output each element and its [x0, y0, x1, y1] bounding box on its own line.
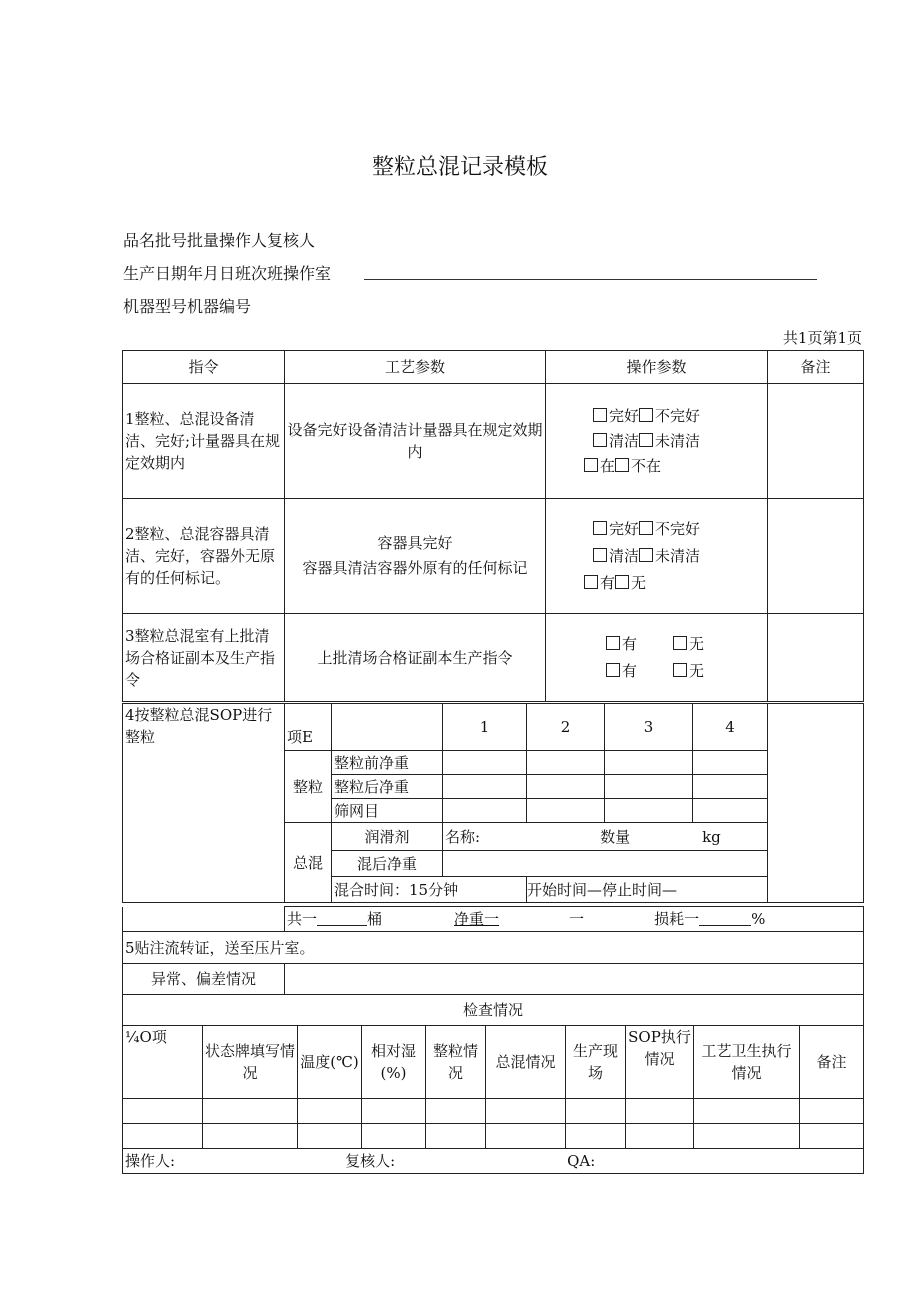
cell[interactable]	[605, 751, 693, 775]
abnormal-label: 异常、偏差情况	[123, 964, 285, 995]
check-title: 检查情况	[123, 995, 864, 1026]
option-label: 不完好	[655, 519, 701, 538]
row1-remark[interactable]	[768, 384, 864, 499]
check-cell[interactable]	[203, 1099, 298, 1124]
qa-label: QA:	[567, 1152, 596, 1170]
lubricant-info	[443, 823, 768, 851]
item-label: 项E	[285, 704, 332, 751]
cell[interactable]	[527, 799, 605, 823]
post-net-weight: 整粒后净重	[332, 775, 443, 799]
header-line-machine: 机器型号机器编号	[123, 297, 252, 316]
checkbox[interactable]	[593, 433, 607, 447]
checkbox[interactable]	[606, 636, 620, 650]
col-4: 4	[693, 704, 768, 751]
net-weight-label: 净重一	[454, 910, 500, 928]
checkbox[interactable]	[584, 458, 598, 472]
signature-row	[123, 1149, 864, 1174]
row4-instruction: 4按整粒总混SOP进行整粒	[123, 704, 285, 903]
reviewer-label: 复核人:	[345, 1152, 396, 1170]
cell[interactable]	[605, 799, 693, 823]
check-col-remark: 备注	[800, 1026, 864, 1099]
check-cell[interactable]	[426, 1124, 486, 1149]
check-cell[interactable]	[123, 1124, 203, 1149]
checkbox[interactable]	[673, 663, 687, 677]
check-cell[interactable]	[362, 1099, 426, 1124]
total-count: 共一	[287, 910, 318, 928]
after-mix-net-label: 混后净重	[332, 851, 443, 877]
loss-blank	[699, 925, 751, 926]
cell[interactable]	[527, 775, 605, 799]
cell[interactable]	[693, 751, 768, 775]
cell[interactable]	[527, 751, 605, 775]
option-label: 完好	[609, 519, 640, 538]
col-1: 1	[443, 704, 527, 751]
unit-label: kg	[702, 827, 721, 846]
row4-remark[interactable]	[768, 704, 864, 903]
check-cell[interactable]	[694, 1099, 800, 1124]
totals-line	[285, 907, 864, 932]
granulation-table	[122, 703, 864, 903]
checkbox[interactable]	[615, 575, 629, 589]
row1-options	[546, 384, 768, 499]
checkbox[interactable]	[639, 408, 653, 422]
checkbox[interactable]	[606, 663, 620, 677]
net-weight-dash: 一	[569, 910, 585, 928]
check-cell[interactable]	[486, 1124, 566, 1149]
row1-param: 设备完好设备清洁计量器具在规定效期内	[285, 384, 546, 499]
checkbox[interactable]	[615, 458, 629, 472]
check-cell[interactable]	[298, 1124, 362, 1149]
check-col-hygiene: 工艺卫生执行情况	[694, 1026, 800, 1099]
option-label: 清洁	[609, 431, 640, 450]
operation-room-underline	[364, 279, 817, 280]
col-2: 2	[527, 704, 605, 751]
row2-param-line1: 容器具完好	[377, 534, 453, 552]
quantity-label: 数量	[600, 827, 631, 846]
sieve-mesh: 筛网目	[332, 799, 443, 823]
cell[interactable]	[443, 799, 527, 823]
row5-instruction: 5贴注流转证，送至压片室。	[123, 932, 864, 964]
option-label: 无	[631, 573, 647, 592]
percent-sign: %	[751, 910, 766, 928]
option-label: 未清洁	[655, 546, 701, 565]
check-cell[interactable]	[626, 1099, 694, 1124]
check-col-site: 生产现场	[566, 1026, 626, 1099]
check-col-status-sign: 状态牌填写情况	[203, 1026, 298, 1099]
option-label: 不在	[631, 456, 662, 475]
header-line-product: 品名批号批量操作人复核人	[123, 231, 316, 250]
row2-instruction: 2整粒、总混容器具清洁、完好，容器外无原有的任何标记。	[123, 499, 285, 614]
start-stop-time: 开始时间—停止时间—	[527, 877, 768, 903]
checkbox[interactable]	[639, 521, 653, 535]
cell[interactable]	[605, 775, 693, 799]
check-col-sop: SOP执行情况	[626, 1026, 694, 1099]
check-cell[interactable]	[298, 1099, 362, 1124]
col-operation-param: 操作参数	[546, 351, 768, 384]
barrel-label: 桶	[367, 910, 383, 928]
check-col-humidity: 相对湿(%)	[362, 1026, 426, 1099]
check-cell[interactable]	[800, 1124, 864, 1149]
col-instruction: 指令	[123, 351, 285, 384]
zhengli-label: 整粒	[285, 751, 332, 823]
row2-remark[interactable]	[768, 499, 864, 614]
check-col-item: ¼O项	[123, 1026, 203, 1099]
option-label: 未清洁	[655, 431, 701, 450]
abnormal-value[interactable]	[285, 964, 864, 995]
check-cell[interactable]	[626, 1124, 694, 1149]
name-label: 名称:	[445, 827, 481, 846]
row3-param: 上批清场合格证副本生产指令	[285, 614, 546, 702]
option-label: 无	[689, 634, 705, 653]
count-blank	[317, 925, 367, 926]
page-title: 整粒总混记录模板	[371, 155, 548, 180]
mix-time: 混合时间：15分钟	[332, 877, 527, 903]
col-process-param: 工艺参数	[285, 351, 546, 384]
col-3: 3	[605, 704, 693, 751]
option-label: 不完好	[655, 406, 701, 425]
loss-label: 损耗一	[654, 910, 700, 928]
check-table	[122, 1025, 864, 1174]
check-cell[interactable]	[800, 1099, 864, 1124]
item-label-blank	[332, 704, 443, 751]
check-cell[interactable]	[123, 1099, 203, 1124]
row2-options	[546, 499, 768, 614]
check-cell[interactable]	[203, 1124, 298, 1149]
cell[interactable]	[693, 799, 768, 823]
option-label: 无	[689, 661, 705, 680]
option-label: 有	[622, 634, 638, 653]
option-label: 有	[622, 661, 638, 680]
row2-param-line2: 容器具清洁容器外原有的任何标记	[302, 559, 528, 577]
check-cell[interactable]	[694, 1124, 800, 1149]
option-label: 清洁	[609, 546, 640, 565]
cell[interactable]	[443, 775, 527, 799]
zonghun-label: 总混	[285, 823, 332, 903]
checkbox[interactable]	[593, 521, 607, 535]
totals-blank	[123, 907, 285, 932]
check-cell[interactable]	[426, 1099, 486, 1124]
checkbox[interactable]	[593, 548, 607, 562]
after-mix-net-value[interactable]	[443, 851, 768, 877]
check-cell[interactable]	[362, 1124, 426, 1149]
header-line-date: 生产日期年月日班次班操作室	[123, 264, 332, 283]
col-remark: 备注	[768, 351, 864, 384]
row3-options	[546, 614, 768, 702]
operator-label: 操作人:	[125, 1152, 176, 1170]
option-label: 在	[600, 456, 616, 475]
check-cell[interactable]	[486, 1099, 566, 1124]
checkbox[interactable]	[673, 636, 687, 650]
footer-table	[122, 931, 864, 1026]
checkbox[interactable]	[584, 575, 598, 589]
cell[interactable]	[443, 751, 527, 775]
row2-param	[285, 499, 546, 614]
row3-instruction: 3整粒总混室有上批清场合格证副本及生产指令	[123, 614, 285, 702]
checkbox[interactable]	[593, 408, 607, 422]
checkbox[interactable]	[639, 433, 653, 447]
lubricant-label: 润滑剂	[332, 823, 443, 851]
check-cell[interactable]	[566, 1124, 626, 1149]
process-table	[122, 350, 864, 702]
checkbox[interactable]	[639, 548, 653, 562]
row3-remark[interactable]	[768, 614, 864, 702]
page-info: 共1页第1页	[782, 329, 862, 347]
check-cell[interactable]	[566, 1099, 626, 1124]
pre-net-weight: 整粒前净重	[332, 751, 443, 775]
row1-instruction: 1整粒、总混设备清洁、完好;计量器具在规定效期内	[123, 384, 285, 499]
check-col-mixing: 总混情况	[486, 1026, 566, 1099]
check-col-granulation: 整粒情况	[426, 1026, 486, 1099]
cell[interactable]	[693, 775, 768, 799]
totals-table	[122, 906, 864, 932]
option-label: 完好	[609, 406, 640, 425]
check-col-temperature: 温度(℃)	[298, 1026, 362, 1099]
option-label: 有	[600, 573, 616, 592]
